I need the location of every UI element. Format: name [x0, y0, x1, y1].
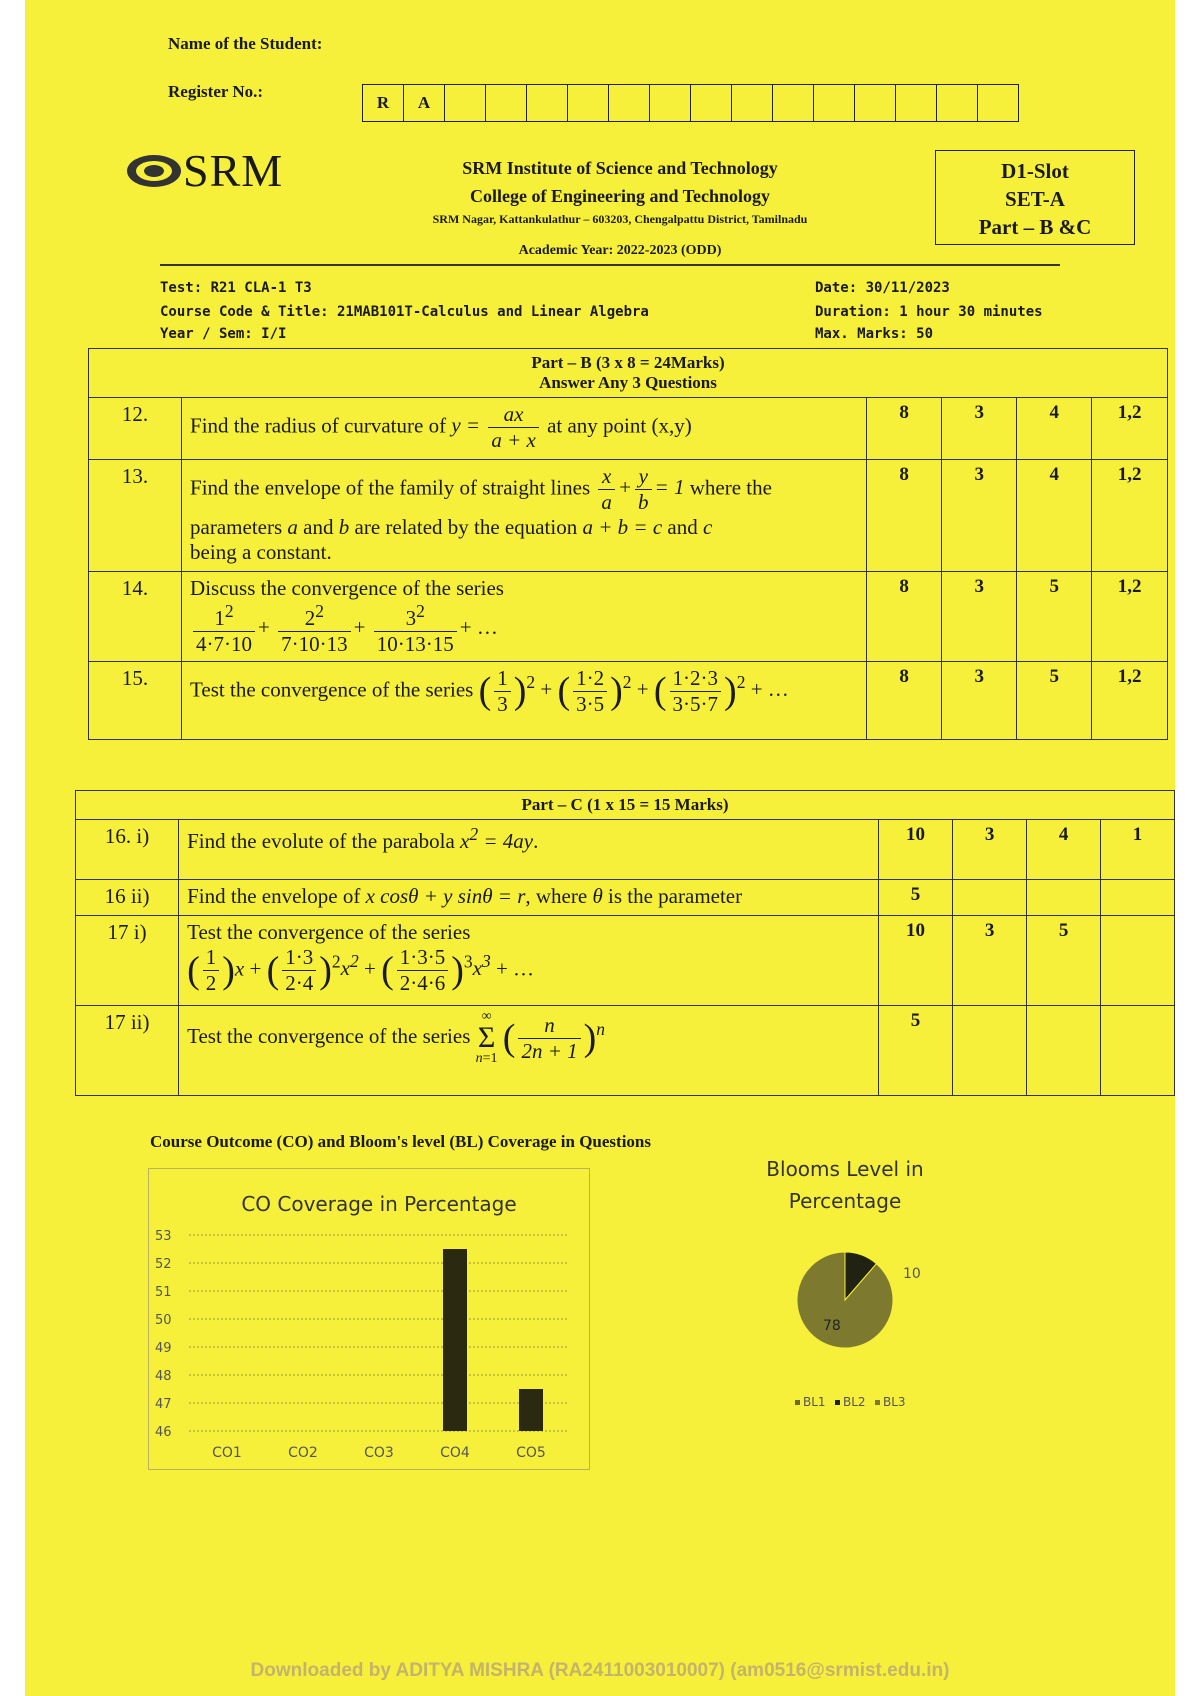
- bar-co4: [443, 1249, 467, 1431]
- empty-cell: [953, 880, 1027, 916]
- legend-label: BL1: [803, 1395, 826, 1409]
- course-outcome: 5: [1017, 572, 1092, 662]
- program-outcome: 1,2: [1092, 398, 1168, 460]
- blooms-level-chart: [600, 1150, 1090, 1468]
- question-tail: at any point (x,y): [547, 413, 692, 438]
- question-tail: , where: [525, 884, 588, 908]
- question-prompt: Find the envelope of: [187, 884, 361, 908]
- marks: 10: [878, 820, 953, 880]
- course-title: Course Code & Title: 21MAB101T-Calculus and Linear Algebra: [160, 304, 649, 320]
- question-tail: where the: [689, 475, 772, 500]
- part-b-subtitle: Answer Any 3 Questions: [539, 373, 717, 392]
- academic-year: Academic Year: 2022-2023 (ODD): [518, 243, 722, 258]
- register-cell: [732, 85, 773, 121]
- srm-emblem-icon: [125, 152, 183, 190]
- question-line: are related by the equation: [354, 515, 578, 539]
- x-tick-label: CO1: [212, 1445, 242, 1461]
- bloom-level: 3: [942, 572, 1017, 662]
- y-tick-label: 47: [155, 1397, 172, 1412]
- table-row: [89, 460, 1168, 572]
- question-prompt: Find the envelope of the family of straight lines: [190, 475, 591, 500]
- college-name: College of Engineering and Technology: [469, 186, 771, 206]
- part-c-table: [75, 790, 1175, 1096]
- bloom-level: 3: [942, 460, 1017, 572]
- series-expression: ∞ Σ n=1 ( $\frac{n}{2n + 1}$ )$^n$: [475, 1009, 606, 1066]
- part-b-title: Part – B (3 x 8 = 24Marks): [531, 353, 725, 372]
- question-line: being a constant.: [190, 540, 332, 564]
- equation: x cosθ + y sinθ = r: [365, 884, 526, 908]
- register-cell: [486, 85, 527, 121]
- table-row: [76, 916, 1175, 1006]
- register-cell: [896, 85, 937, 121]
- table-row: [89, 662, 1168, 740]
- x-tick-label: CO3: [364, 1445, 394, 1461]
- legend-label: BL2: [843, 1395, 866, 1409]
- register-cell: [568, 85, 609, 121]
- institute-name: SRM Institute of Science and Technology: [462, 158, 778, 178]
- question-prompt: Test the convergence of the series: [187, 920, 471, 944]
- register-cell: [609, 85, 650, 121]
- y-tick-label: 46: [155, 1425, 172, 1440]
- marks: 10: [878, 916, 953, 1006]
- register-cell: [445, 85, 486, 121]
- bloom-level: 3: [942, 398, 1017, 460]
- empty-cell: [1101, 916, 1175, 1006]
- marks: 8: [867, 460, 942, 572]
- set-label: SET-A: [1005, 187, 1065, 211]
- data-label: 10: [903, 1266, 921, 1282]
- question-line: and: [667, 515, 698, 539]
- course-outcome: 4: [1017, 460, 1092, 572]
- part-b-table: [88, 348, 1168, 740]
- question-text: [182, 460, 867, 572]
- register-cell: A: [404, 85, 445, 121]
- question-text: Find the evolute of the parabola $x^2 = 4ay$.: [179, 820, 879, 880]
- table-row: [89, 572, 1168, 662]
- course-outcome: 5: [1027, 916, 1101, 1006]
- table-row: [76, 820, 1175, 880]
- question-text: [182, 662, 867, 740]
- chart-subtitle: Percentage: [788, 1189, 902, 1213]
- question-text: [179, 1006, 879, 1096]
- program-outcome: 1: [1101, 820, 1175, 880]
- table-row: [89, 398, 1168, 460]
- course-outcome: 5: [1017, 662, 1092, 740]
- empty-cell: [1101, 880, 1175, 916]
- question-line: parameters: [190, 515, 283, 539]
- empty-cell: [1027, 880, 1101, 916]
- marks: 8: [867, 662, 942, 740]
- question-number: 15.: [89, 662, 182, 740]
- max-marks: Max. Marks: 50: [815, 326, 934, 342]
- program-outcome: 1,2: [1092, 460, 1168, 572]
- register-cell: [814, 85, 855, 121]
- legend-swatch: [835, 1400, 840, 1405]
- pie-slice-bl3: [797, 1252, 893, 1348]
- legend-swatch: [875, 1400, 880, 1405]
- register-cell: [855, 85, 896, 121]
- question-text: [179, 880, 879, 916]
- question-prompt: Find the evolute of the parabola: [187, 829, 455, 853]
- question-number: 16. i): [76, 820, 179, 880]
- test-name: Test: R21 CLA-1 T3: [160, 280, 312, 296]
- year-semester: Year / Sem: I/I: [160, 326, 287, 342]
- program-outcome: 1,2: [1092, 572, 1168, 662]
- series-expression: ( $\frac{1}{3}$ )$^2$ + ( $\frac{1\cdot 2}{3\cdot 5}$ )$^2$ + ( $\frac{1\cdot 2\cdot 3}{3\cdot 5\cdot 7}$ )$^2$ + …: [478, 666, 789, 716]
- part-b-header: [89, 349, 1168, 398]
- part-c-header: [76, 791, 1175, 820]
- bloom-level: 3: [953, 916, 1027, 1006]
- question-prompt: Test the convergence of the series: [190, 677, 474, 702]
- register-number-boxes: [362, 84, 1019, 122]
- question-number: 13.: [89, 460, 182, 572]
- blooms-level-svg: [600, 1150, 1090, 1468]
- table-row: [76, 1006, 1175, 1096]
- chart-title: CO Coverage in Percentage: [241, 1192, 517, 1216]
- register-cell: [650, 85, 691, 121]
- empty-cell: [1101, 1006, 1175, 1096]
- marks: 5: [878, 1006, 953, 1096]
- download-footer: Downloaded by ADITYA MISHRA (RA2411003010007) (am0516@srmist.edu.in): [250, 1660, 950, 1681]
- register-cell: [978, 85, 1018, 121]
- legend-label: BL3: [883, 1395, 906, 1409]
- part-label: Part – B &C: [978, 215, 1092, 239]
- marks: 5: [878, 880, 953, 916]
- question-prompt: Discuss the convergence of the series: [190, 576, 504, 600]
- register-cell: [527, 85, 568, 121]
- y-tick-label: 49: [155, 1341, 172, 1356]
- co-coverage-chart: [148, 1168, 590, 1470]
- empty-cell: [1027, 1006, 1101, 1096]
- register-cell: R: [363, 85, 404, 121]
- question-number: 17 ii): [76, 1006, 179, 1096]
- register-cell: [773, 85, 814, 121]
- series-expression: ( $\frac{1}{2}$ )x + ( $\frac{1\cdot 3}{2\cdot 4}$ )$^2x^2$ + ( $\frac{1\cdot 3\cdot 5}{2\cdot 4\cdot 6}$ )$^3x^3$ + …: [187, 945, 535, 995]
- divider: [160, 264, 1060, 266]
- y-tick-label: 52: [155, 1257, 172, 1272]
- slot-box: [935, 150, 1135, 245]
- marks: 8: [867, 572, 942, 662]
- question-prompt: Test the convergence of the series: [187, 1023, 471, 1048]
- table-row: [76, 880, 1175, 916]
- data-label: 78: [823, 1318, 841, 1334]
- equation: y = $\frac{ax}{a + x}$: [451, 413, 547, 437]
- question-tail: is the parameter: [608, 884, 743, 908]
- bloom-level: 3: [942, 662, 1017, 740]
- question-number: 14.: [89, 572, 182, 662]
- course-outcome: 4: [1027, 820, 1101, 880]
- register-cell: [937, 85, 978, 121]
- x-tick-label: CO2: [288, 1445, 318, 1461]
- question-number: 16 ii): [76, 880, 179, 916]
- course-outcome: 4: [1017, 398, 1092, 460]
- variable: θ: [592, 884, 603, 908]
- question-text: [182, 398, 867, 460]
- question-prompt: Find the radius of curvature of: [190, 413, 447, 438]
- exam-duration: Duration: 1 hour 30 minutes: [815, 304, 1043, 320]
- y-tick-label: 53: [155, 1229, 172, 1244]
- chart-title: Blooms Level in: [766, 1157, 924, 1181]
- question-number: 12.: [89, 398, 182, 460]
- legend-swatch: [795, 1400, 800, 1405]
- register-cell: [691, 85, 732, 121]
- equation: $x^2 = 4ay$: [460, 824, 534, 853]
- exam-date: Date: 30/11/2023: [815, 280, 950, 296]
- equation: a + b = c: [582, 515, 663, 539]
- x-tick-label: CO4: [440, 1445, 470, 1461]
- register-label: Register No.:: [168, 82, 264, 101]
- marks: 8: [867, 398, 942, 460]
- question-number: 17 i): [76, 916, 179, 1006]
- student-name-label: Name of the Student:: [168, 34, 323, 53]
- question-text: [182, 572, 867, 662]
- logo-text: SRM: [183, 145, 284, 196]
- part-c-title: Part – C (1 x 15 = 15 Marks): [521, 795, 729, 814]
- y-tick-label: 51: [155, 1285, 172, 1300]
- empty-cell: [953, 1006, 1027, 1096]
- bar-co5: [519, 1389, 543, 1431]
- y-tick-label: 50: [155, 1313, 172, 1328]
- institute-address: SRM Nagar, Kattankulathur – 603203, Chengalpattu District, Tamilnadu: [432, 212, 808, 226]
- equation: $\frac{x}{a}$ + $\frac{y}{b}$ = 1: [595, 475, 689, 499]
- series-expression: $\frac{1^2}{4\cdot 7\cdot 10}$ + $\frac{2^2}{7\cdot 10\cdot 13}$ + $\frac{3^2}{10\cdot 13\cdot 15}$ + …: [190, 601, 858, 657]
- co-coverage-svg: [149, 1169, 589, 1469]
- srm-logo: [125, 145, 284, 196]
- variable: b: [338, 515, 350, 539]
- question-line: and: [303, 515, 334, 539]
- bloom-level: 3: [953, 820, 1027, 880]
- variable: a: [287, 515, 298, 539]
- program-outcome: 1,2: [1092, 662, 1168, 740]
- coverage-title: Course Outcome (CO) and Bloom's level (BL) Coverage in Questions: [150, 1132, 651, 1151]
- question-text: [179, 916, 879, 1006]
- x-tick-label: CO5: [516, 1445, 546, 1461]
- y-tick-label: 48: [155, 1369, 172, 1384]
- variable: c: [702, 515, 713, 539]
- slot-label: D1-Slot: [1001, 159, 1069, 183]
